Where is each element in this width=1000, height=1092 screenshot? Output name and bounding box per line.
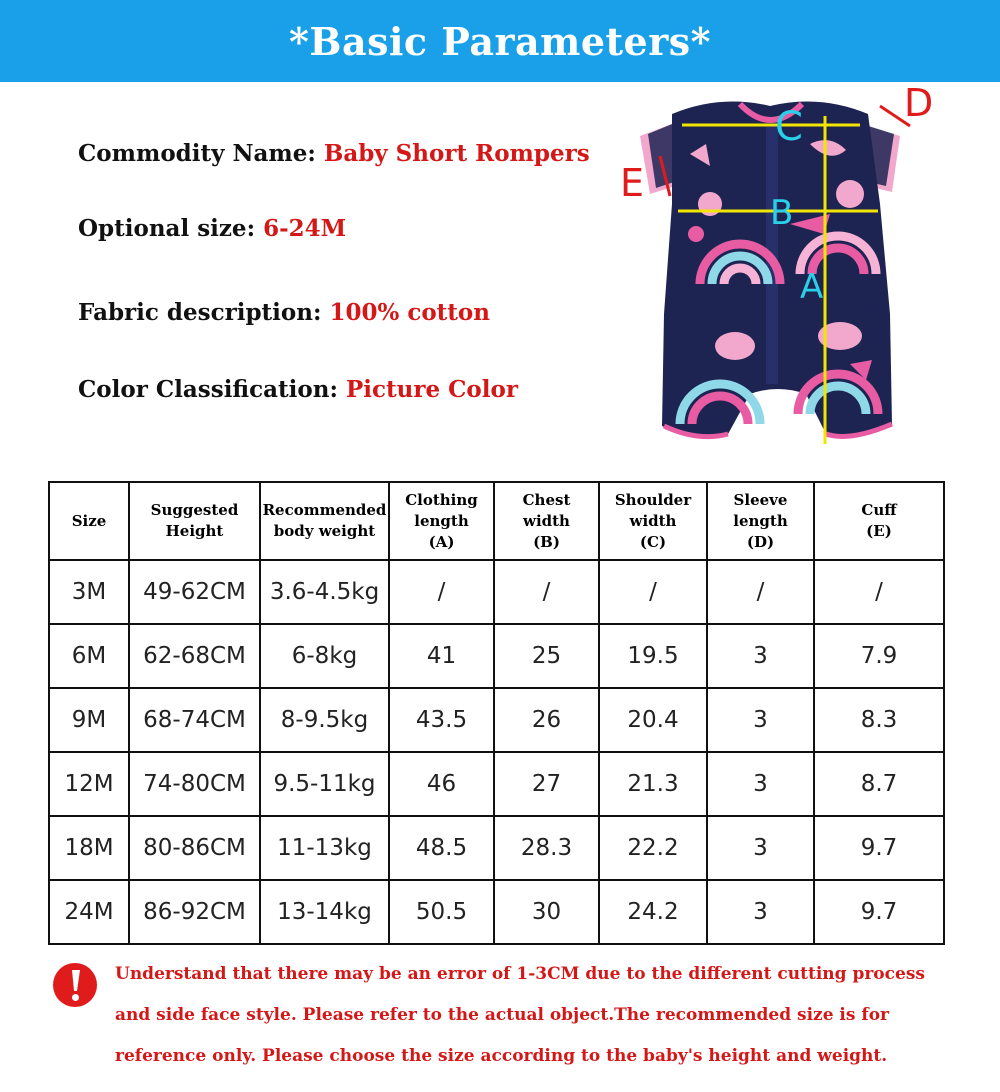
param-fabric	[78, 299, 490, 326]
column-header	[129, 482, 260, 560]
column-header-line: (D)	[746, 532, 775, 551]
table-cell: 86-92CM	[129, 880, 260, 944]
column-header-line: length	[414, 511, 469, 530]
table-cell: 24.2	[599, 880, 707, 944]
column-header	[260, 482, 389, 560]
table-row	[49, 688, 944, 752]
param-value: Picture Color	[345, 376, 518, 403]
table-cell: /	[494, 560, 599, 624]
column-header-line: Shoulder	[614, 490, 692, 509]
table-cell: 41	[389, 624, 494, 688]
label-a: A	[800, 267, 824, 307]
table-cell: 3.6-4.5kg	[260, 560, 389, 624]
column-header-line: length	[733, 511, 788, 530]
column-header-line: width	[629, 511, 677, 530]
table-cell: 27	[494, 752, 599, 816]
table-cell: 19.5	[599, 624, 707, 688]
table-cell: 6-8kg	[260, 624, 389, 688]
column-header	[49, 482, 129, 560]
column-header-line: Chest	[522, 490, 571, 509]
table-cell: 11-13kg	[260, 816, 389, 880]
table-cell: 8-9.5kg	[260, 688, 389, 752]
table-cell: /	[599, 560, 707, 624]
table-cell: 43.5	[389, 688, 494, 752]
table-cell: 62-68CM	[129, 624, 260, 688]
table-cell: 20.4	[599, 688, 707, 752]
param-value: 6-24M	[263, 215, 347, 242]
column-header-line: Height	[165, 522, 224, 540]
table-cell: 7.9	[814, 624, 944, 688]
column-header-line: (E)	[866, 522, 892, 540]
column-header-line: Clothing	[405, 490, 478, 509]
table-cell: 30	[494, 880, 599, 944]
table-cell: 9.5-11kg	[260, 752, 389, 816]
column-header-line: (B)	[533, 532, 560, 551]
table-row	[49, 624, 944, 688]
product-diagram	[610, 84, 950, 454]
param-value: 100% cotton	[329, 299, 490, 326]
table-cell: 9.7	[814, 816, 944, 880]
table-cell: 46	[389, 752, 494, 816]
column-header	[494, 482, 599, 560]
table-cell: 21.3	[599, 752, 707, 816]
table-cell: 50.5	[389, 880, 494, 944]
table-cell: 24M	[49, 880, 129, 944]
exclamation-icon	[52, 962, 98, 1008]
table-row	[49, 752, 944, 816]
column-header-line: body weight	[273, 522, 376, 540]
param-label: Color Classification:	[78, 376, 346, 403]
table-cell: 49-62CM	[129, 560, 260, 624]
table-cell: 8.3	[814, 688, 944, 752]
column-header	[599, 482, 707, 560]
param-color	[78, 376, 518, 403]
column-header-line: Cuff	[861, 501, 897, 519]
page-title: *Basic Parameters*	[288, 18, 712, 64]
table-cell: 3	[707, 624, 814, 688]
table-row	[49, 816, 944, 880]
table-row	[49, 560, 944, 624]
table-cell: 80-86CM	[129, 816, 260, 880]
column-header	[814, 482, 944, 560]
romper-illustration	[640, 102, 900, 437]
header-banner	[0, 0, 1000, 82]
table-cell: 3	[707, 880, 814, 944]
table-cell: 25	[494, 624, 599, 688]
param-commodity-name	[78, 140, 590, 167]
column-header-line: Suggested	[150, 501, 239, 519]
column-header-line: Sleeve	[733, 490, 788, 509]
param-label: Fabric description:	[78, 299, 330, 326]
table-cell: 3M	[49, 560, 129, 624]
label-d: D	[904, 84, 934, 125]
column-header	[707, 482, 814, 560]
param-optional-size	[78, 215, 346, 242]
size-table	[48, 481, 945, 945]
column-header-line: width	[523, 511, 570, 530]
param-label: Optional size:	[78, 215, 264, 242]
column-header-line: Recommended	[262, 501, 387, 519]
label-c: C	[775, 104, 803, 150]
table-cell: 13-14kg	[260, 880, 389, 944]
param-value: Baby Short Rompers	[323, 140, 590, 167]
label-b: B	[770, 193, 794, 233]
table-cell: 3	[707, 816, 814, 880]
table-cell: 18M	[49, 816, 129, 880]
disclaimer-note: Understand that there may be an error of 1-3CM due to the different cutting process and side face style. Please refer to the actual object.The recommended size is for reference only. Please choose the size according to the baby's height and weight.	[115, 964, 925, 1066]
param-label: Commodity Name:	[78, 140, 324, 167]
table-cell: 74-80CM	[129, 752, 260, 816]
table-cell: 3	[707, 688, 814, 752]
table-header-row	[49, 482, 944, 560]
table-cell: 6M	[49, 624, 129, 688]
table-cell: 8.7	[814, 752, 944, 816]
column-header	[389, 482, 494, 560]
table-cell: /	[814, 560, 944, 624]
column-header-line: (C)	[639, 532, 667, 551]
table-cell: 9.7	[814, 880, 944, 944]
table-cell: 22.2	[599, 816, 707, 880]
table-cell: 48.5	[389, 816, 494, 880]
column-header-line: (A)	[428, 532, 455, 551]
label-e: E	[620, 161, 645, 205]
table-cell: 3	[707, 752, 814, 816]
table-cell: 9M	[49, 688, 129, 752]
table-cell: 26	[494, 688, 599, 752]
table-cell: 68-74CM	[129, 688, 260, 752]
table-row	[49, 880, 944, 944]
table-cell: /	[707, 560, 814, 624]
table-cell: 12M	[49, 752, 129, 816]
column-header-line: Size	[71, 511, 107, 530]
table-cell: 28.3	[494, 816, 599, 880]
table-cell: /	[389, 560, 494, 624]
